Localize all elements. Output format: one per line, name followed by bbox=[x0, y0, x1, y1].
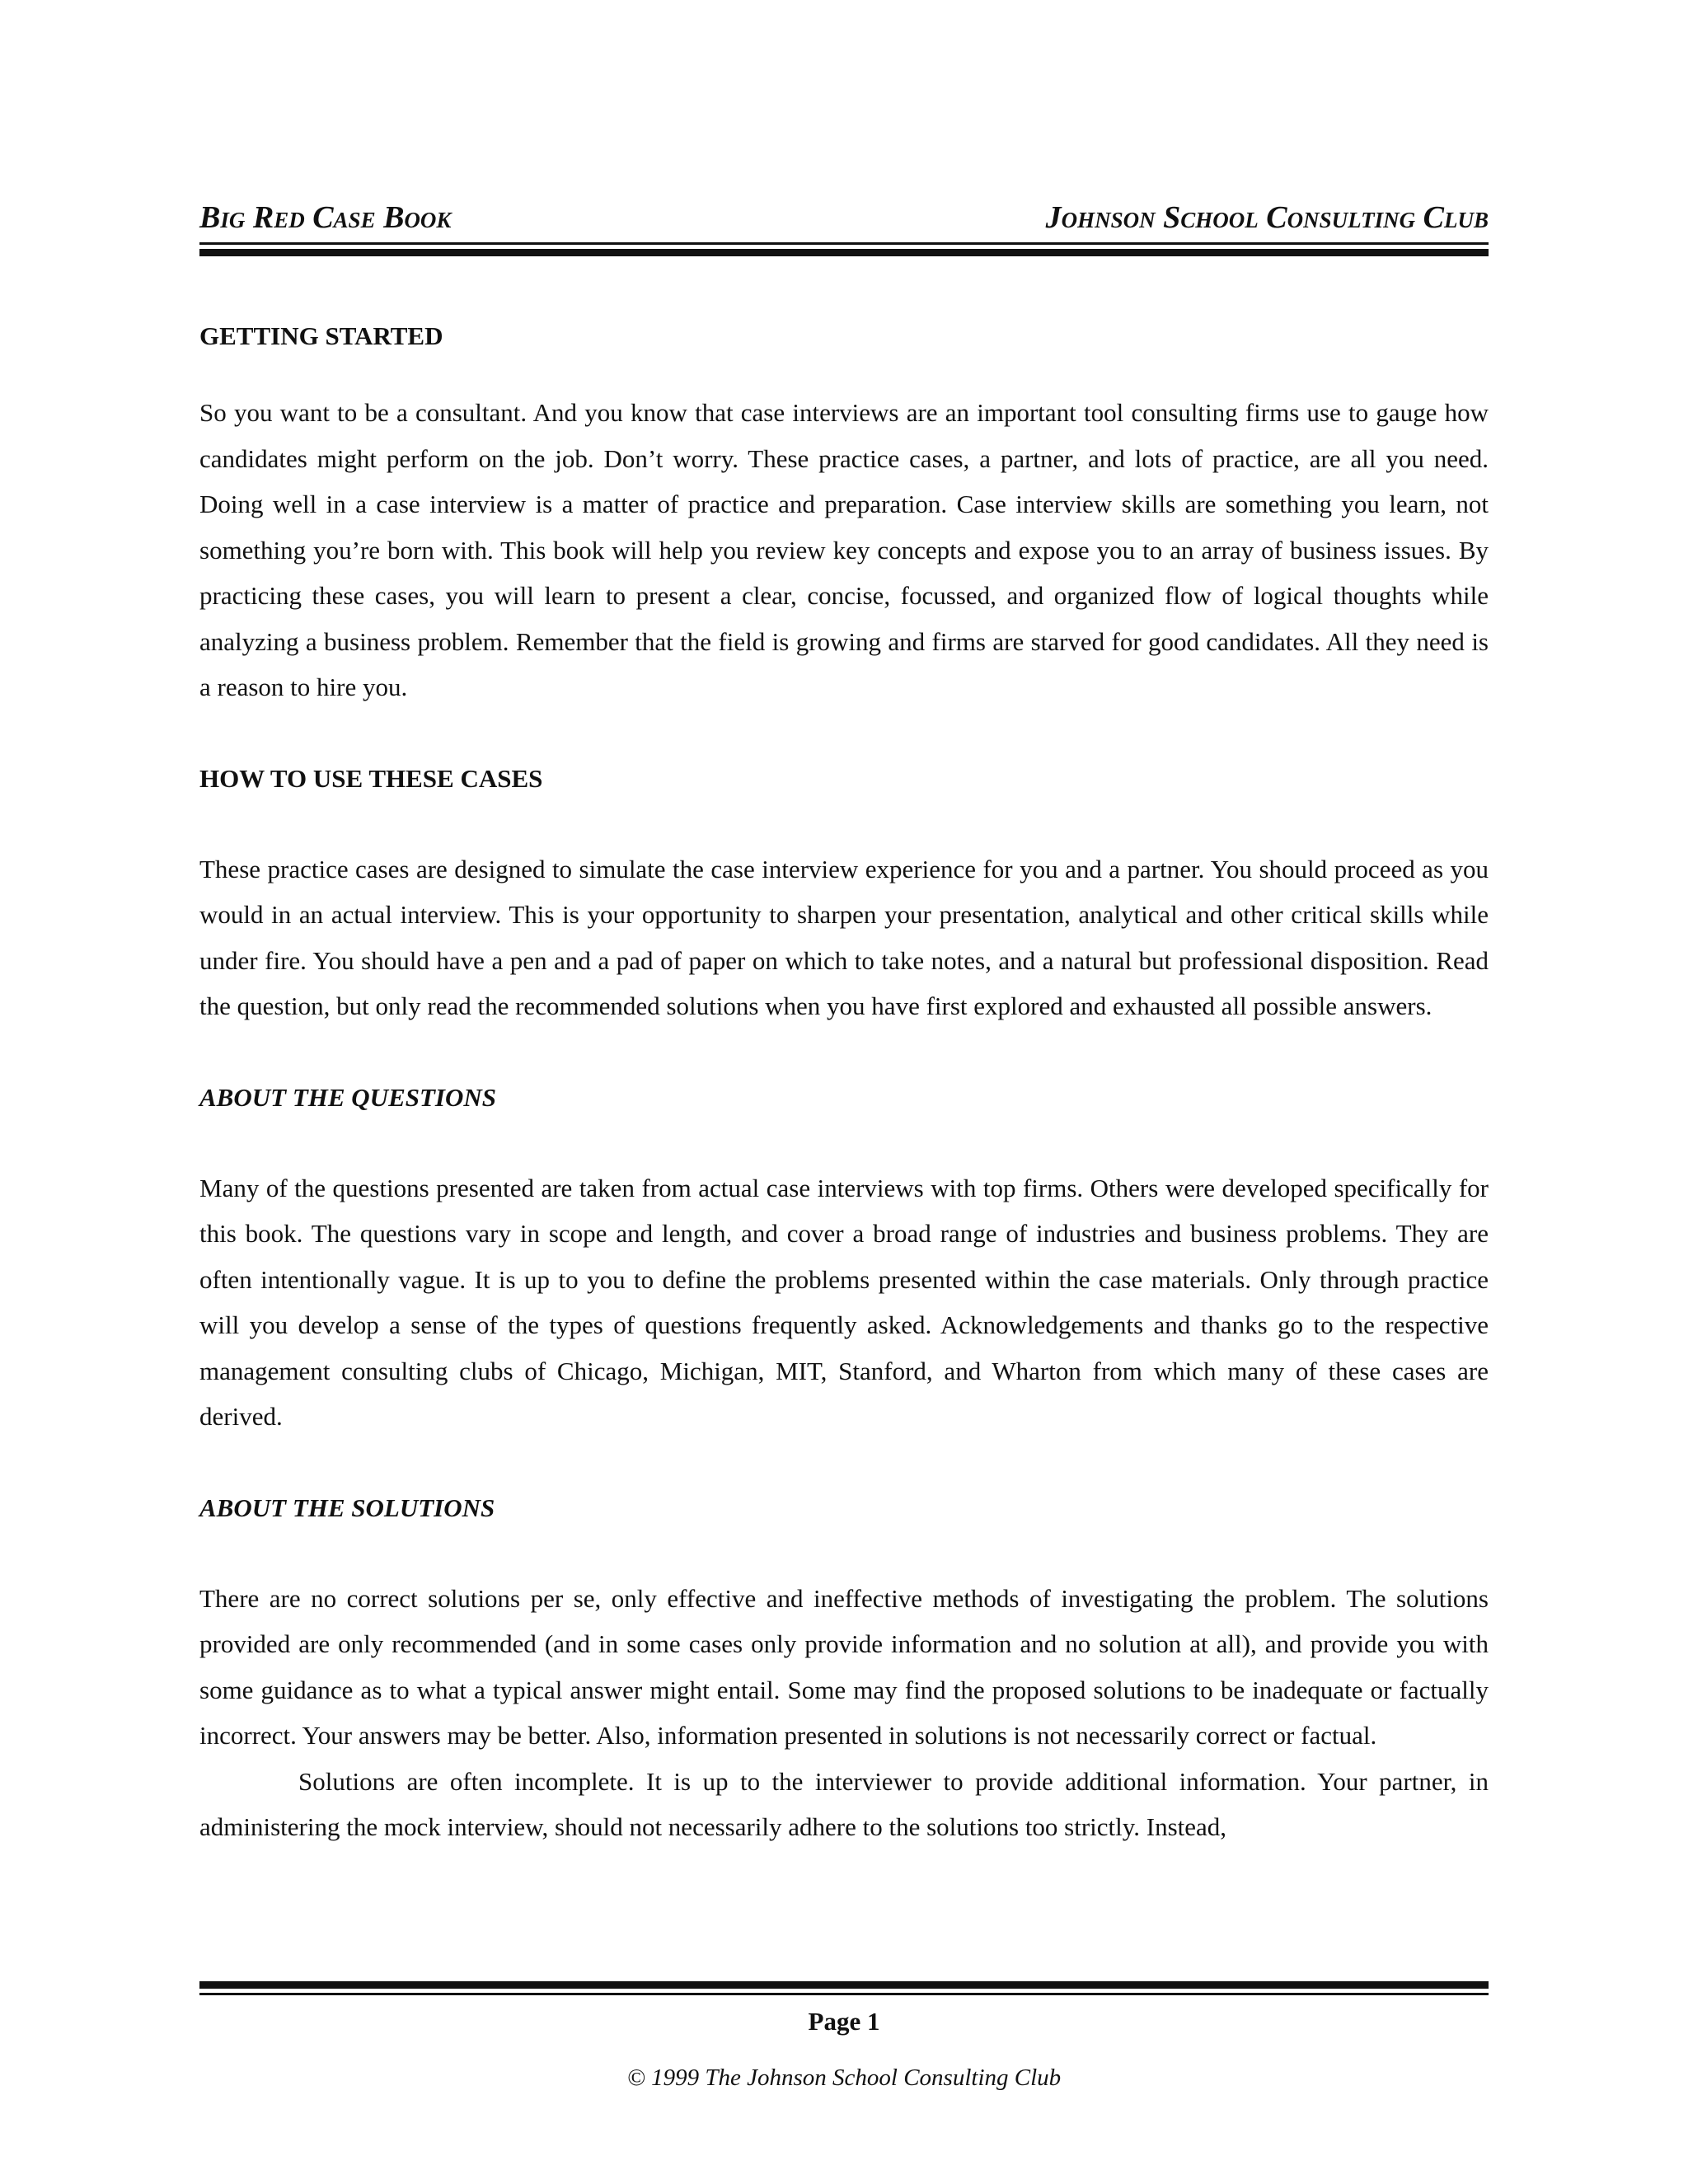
heading-about-solutions: ABOUT THE SOLUTIONS bbox=[199, 1493, 495, 1522]
header-rule-thick bbox=[199, 249, 1489, 256]
paragraph-about-solutions-2: Solutions are often incomplete. It is up to the interviewer to provide additional information. Your partner, in administering the mock interview, should not necessarily adhere to the solutions too strictly. Instead, bbox=[199, 1766, 1489, 1841]
copyright-notice: © 1999 The Johnson School Consulting Club bbox=[626, 2064, 1062, 2091]
page-number: Page 1 bbox=[808, 2007, 880, 2036]
footer-rule-thick bbox=[199, 1981, 1489, 1989]
header-book-title: Big Red Case Book bbox=[199, 200, 452, 235]
paragraph-about-questions: Many of the questions presented are taken from actual case interviews with top firms. Others were developed specifically for this book. The questions vary in scope and length, and cover a broad range of industries and business problems. They are often intentionally vague. It is up to you to define the problems presented within the case materials. Only through practice will you develop a sense of the types of questions frequently asked. Acknowledgements and thanks go to the respective management consulting clubs of Chicago, Michigan, MIT, Stanford, and Wharton from which many of these cases are derived. bbox=[199, 1173, 1489, 1431]
paragraph-how-to-use: These practice cases are designed to simulate the case interview experience for you and a partner. You should proceed as you would in an actual interview. This is your opportunity to sharpen your presentation, analytical and other critical skills while under fire. You should have a pen and a pad of paper on which to take notes, and a natural but professional disposition. Read the question, but only read the recommended solutions when you have first explored and exhausted all possible answers. bbox=[199, 854, 1489, 1020]
header-club-name: Johnson School Consulting Club bbox=[1045, 200, 1489, 235]
heading-getting-started: GETTING STARTED bbox=[199, 321, 443, 350]
document-page bbox=[199, 0, 1489, 2184]
footer-rule-thin bbox=[199, 1993, 1489, 1995]
paragraph-getting-started: So you want to be a consultant. And you know that case interviews are an important tool consulting firms use to gauge how candidates might perform on the job. Don’t worry. These practice cases, a partner, and lots of practice, are all you need. Doing well in a case interview is a matter of practice and preparation. Case interview skills are something you learn, not something you’re born with. This book will help you review key concepts and expose you to an array of business issues. By practicing these cases, you will learn to present a clear, concise, focussed, and organized flow of logical thoughts while analyzing a business problem. Remember that the field is growing and firms are starved for good candidates. All they need is a reason to hire you. bbox=[199, 398, 1489, 701]
heading-how-to-use: HOW TO USE THESE CASES bbox=[199, 763, 543, 793]
header-rule-thin bbox=[199, 242, 1489, 245]
heading-about-questions: ABOUT THE QUESTIONS bbox=[199, 1082, 496, 1112]
paragraph-about-solutions-1: There are no correct solutions per se, only effective and ineffective methods of investigating the problem. The solutions provided are only recommended (and in some cases only provide information and no solution at all), and provide you with some guidance as to what a typical answer might entail. Some may find the proposed solutions to be inadequate or factually incorrect. Your answers may be better. Also, information presented in solutions is not necessarily correct or factual. bbox=[199, 1583, 1489, 1750]
running-header bbox=[199, 198, 1489, 237]
body-content bbox=[199, 313, 1489, 1850]
